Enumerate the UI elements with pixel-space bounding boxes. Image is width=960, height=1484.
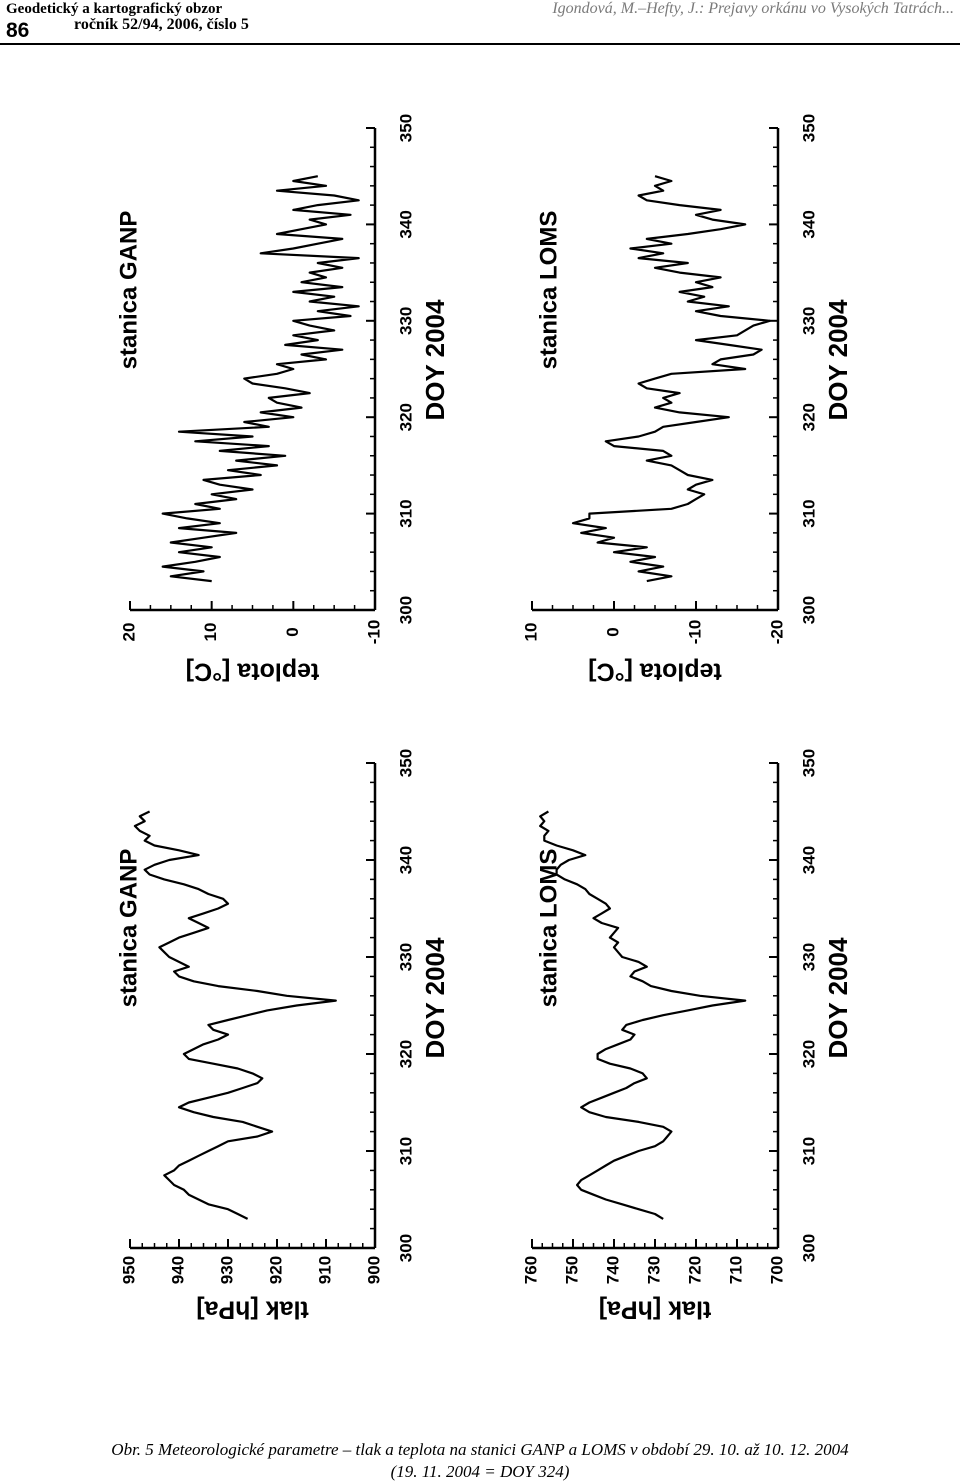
doy-tick-label: 340 xyxy=(396,845,416,875)
doy-tick-label: 310 xyxy=(396,1136,416,1166)
value-tick-label: 0 xyxy=(282,627,302,637)
charts-figure xyxy=(0,48,960,1438)
doy-tick-label: 300 xyxy=(396,1233,416,1263)
doy-tick-label: 320 xyxy=(396,1039,416,1069)
value-tick-label: -20 xyxy=(767,619,787,645)
series-line xyxy=(540,812,745,1219)
value-tick-label: 750 xyxy=(562,1255,582,1285)
doy-tick-label: 350 xyxy=(396,748,416,778)
series-line xyxy=(573,176,770,581)
doy-tick-label: 330 xyxy=(799,942,819,972)
value-tick-label: 930 xyxy=(217,1255,237,1285)
doy-axis-label: DOY 2004 xyxy=(822,299,853,421)
value-tick-label: 910 xyxy=(315,1255,335,1285)
value-tick-label: 710 xyxy=(726,1255,746,1285)
value-tick-label: 720 xyxy=(685,1255,705,1285)
doy-tick-label: 300 xyxy=(799,595,819,625)
value-tick-label: 20 xyxy=(119,622,139,642)
running-title: Igondová, M.–Hefty, J.: Prejavy orkánu vo Vysokých Tatrách... xyxy=(552,0,954,17)
chart-title: stanica GANP xyxy=(115,210,143,370)
value-axis-label: tlak [hPa] xyxy=(598,1295,712,1324)
chart-title: stanica GANP xyxy=(115,848,143,1008)
doy-tick-label: 330 xyxy=(799,306,819,335)
value-tick-label: 0 xyxy=(603,627,623,637)
doy-tick-label: 350 xyxy=(799,113,819,143)
doy-tick-label: 330 xyxy=(396,942,416,972)
doy-tick-label: 310 xyxy=(799,1136,819,1166)
value-tick-label: 760 xyxy=(521,1255,541,1285)
doy-tick-label: 340 xyxy=(396,210,416,239)
chart-title: stanica LOMS xyxy=(535,210,563,370)
header-rule xyxy=(0,43,960,45)
doy-axis-label: DOY 2004 xyxy=(419,299,450,421)
value-tick-label: 950 xyxy=(119,1255,139,1285)
value-tick-label: 730 xyxy=(644,1255,664,1285)
doy-tick-label: 340 xyxy=(799,210,819,239)
doy-axis-label: DOY 2004 xyxy=(822,937,853,1059)
value-tick-label: 10 xyxy=(201,622,221,642)
issue-info: ročník 52/94, 2006, číslo 5 xyxy=(74,16,249,33)
doy-tick-label: 320 xyxy=(799,403,819,432)
figure-caption-note: (19. 11. 2004 = DOY 324) xyxy=(390,1462,570,1481)
value-tick-label: -10 xyxy=(364,619,384,645)
series-line xyxy=(163,176,359,581)
doy-tick-label: 300 xyxy=(799,1233,819,1263)
value-tick-label: 740 xyxy=(603,1255,623,1285)
value-axis-label: tlak [hPa] xyxy=(196,1295,309,1324)
doy-tick-label: 300 xyxy=(396,595,416,625)
journal-title: Geodetický a kartografický obzor xyxy=(6,1,223,17)
doy-tick-label: 350 xyxy=(799,748,819,778)
figure-caption: Obr. 5 Meteorologické parametre – tlak a teplota na stanici GANP a LOMS v období 29. 10. až 10. 12. 2004 xyxy=(111,1440,849,1459)
page-number: 86 xyxy=(6,19,30,42)
value-tick-label: 700 xyxy=(767,1255,787,1285)
doy-tick-label: 320 xyxy=(799,1039,819,1069)
value-tick-label: -10 xyxy=(685,619,705,645)
value-axis-label: teplota [°C] xyxy=(185,657,320,686)
chart-title: stanica LOMS xyxy=(535,848,563,1008)
series-line xyxy=(135,812,336,1219)
doy-tick-label: 330 xyxy=(396,306,416,335)
doy-axis-label: DOY 2004 xyxy=(419,937,450,1059)
doy-tick-label: 350 xyxy=(396,113,416,143)
doy-tick-label: 310 xyxy=(799,499,819,528)
value-tick-label: 10 xyxy=(521,622,541,642)
doy-tick-label: 340 xyxy=(799,845,819,875)
value-tick-label: 920 xyxy=(266,1255,286,1285)
doy-tick-label: 310 xyxy=(396,499,416,528)
value-tick-label: 900 xyxy=(364,1255,384,1285)
value-axis-label: teplota [°C] xyxy=(588,657,722,686)
value-tick-label: 940 xyxy=(168,1255,188,1285)
doy-tick-label: 320 xyxy=(396,403,416,432)
